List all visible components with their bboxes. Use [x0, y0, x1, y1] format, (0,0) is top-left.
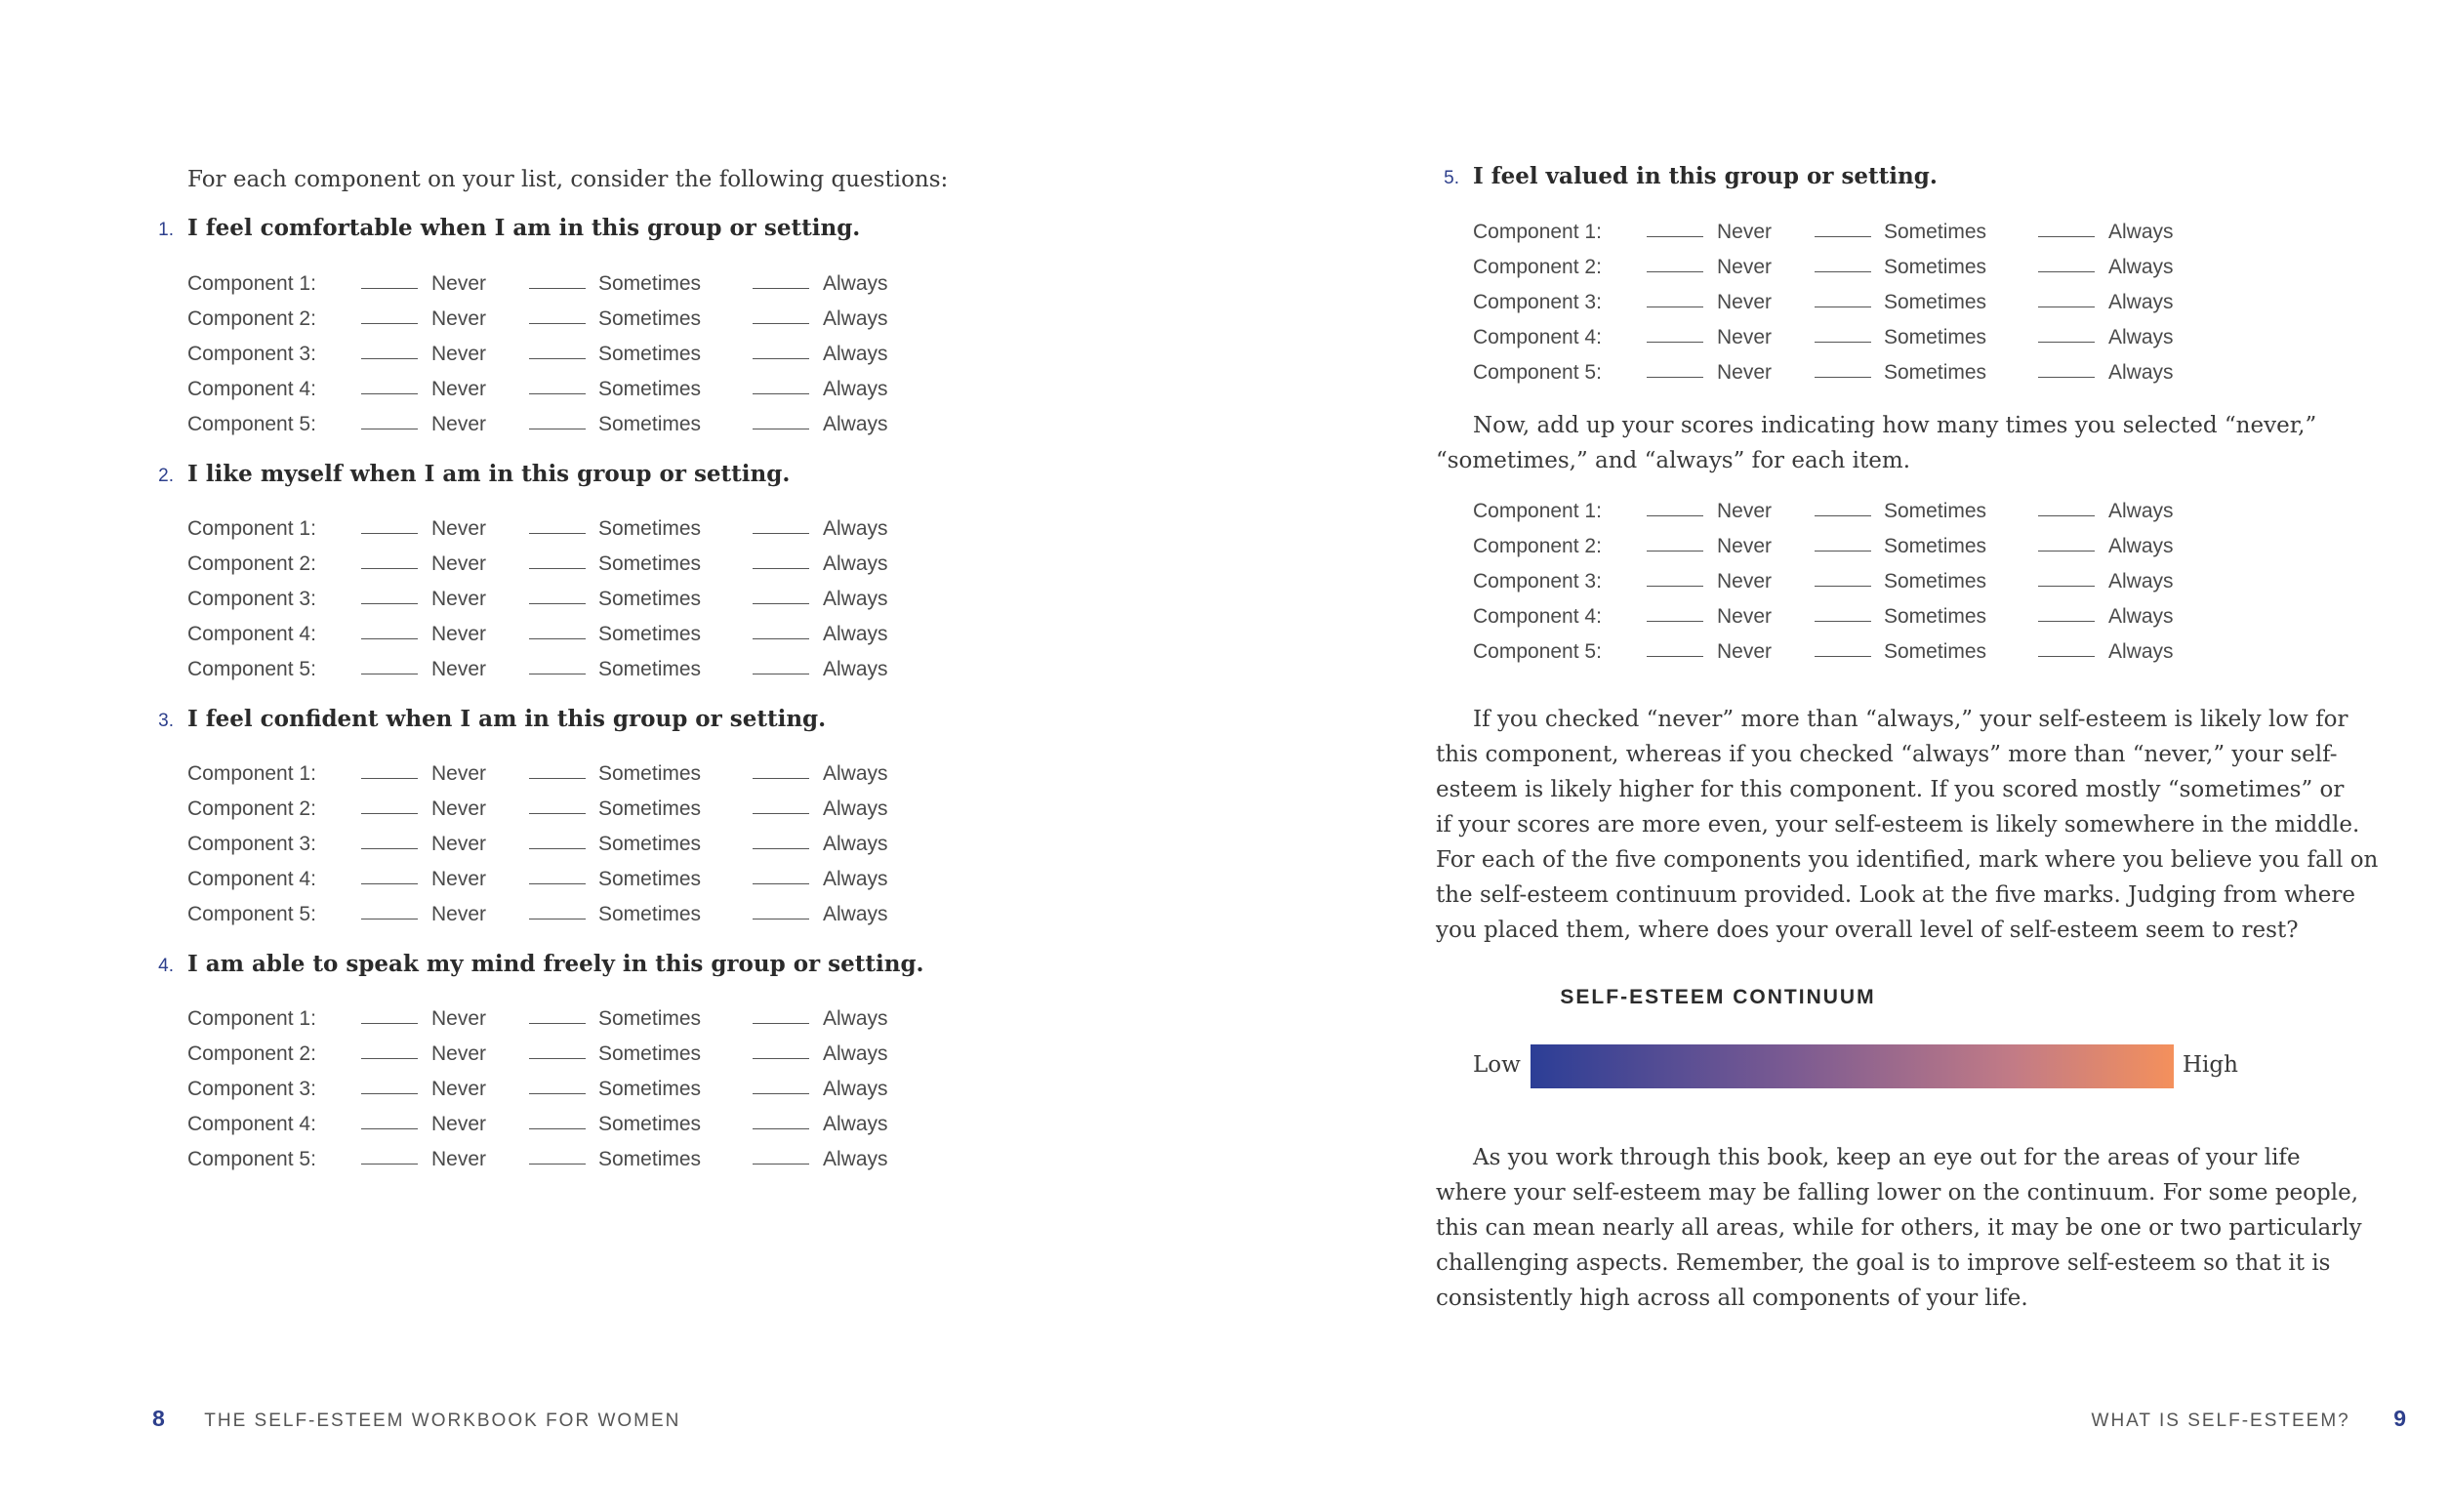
always-label: Always — [823, 623, 888, 645]
sometimes-label: Sometimes — [1884, 326, 1987, 348]
sometimes-blank[interactable] — [1815, 599, 1871, 622]
sometimes-label: Sometimes — [598, 1078, 702, 1100]
always-label: Always — [823, 413, 888, 435]
always-label: Always — [823, 1113, 888, 1135]
always-label: Always — [823, 588, 888, 610]
component-label: Component 1: — [187, 1007, 316, 1030]
always-blank[interactable] — [2038, 320, 2095, 343]
component-label: Component 4: — [1473, 605, 1602, 628]
sometimes-blank[interactable] — [529, 582, 586, 604]
question-number: 2. — [158, 466, 174, 486]
page-number: 8 — [152, 1406, 165, 1431]
never-label: Never — [431, 797, 487, 820]
sometimes-label: Sometimes — [598, 343, 702, 365]
never-blank[interactable] — [361, 897, 418, 919]
always-blank[interactable] — [753, 337, 809, 359]
component-label: Component 5: — [1473, 640, 1602, 663]
always-label: Always — [2108, 500, 2174, 522]
never-label: Never — [1717, 291, 1773, 313]
always-blank[interactable] — [2038, 355, 2095, 378]
sometimes-label: Sometimes — [598, 552, 702, 575]
sometimes-blank[interactable] — [529, 372, 586, 394]
always-label: Always — [2108, 256, 2174, 278]
left-footer — [152, 1406, 680, 1432]
sometimes-label: Sometimes — [598, 903, 702, 925]
interpretation-text: If you checked “never” more than “always,” your self-esteem is likely low for this component, whereas if you checked “always” more than “never,” your self- esteem is likely higher for this component. If you scored mostly “sometimes” or if your scores are more even, your self-esteem is likely somewhere in the middle. For each of the five components you identified, mark where you believe you fall on the self-esteem continuum provided. Look at the five marks. Judging from where you placed them, where does your overall level of self-esteem seem to rest? — [1436, 707, 2379, 943]
never-label: Never — [431, 1007, 487, 1030]
question-text: I feel comfortable when I am in this group or setting. — [187, 215, 861, 241]
sometimes-blank[interactable] — [529, 897, 586, 919]
component-label: Component 4: — [187, 623, 316, 645]
never-blank[interactable] — [361, 407, 418, 429]
never-blank[interactable] — [361, 827, 418, 849]
always-blank[interactable] — [753, 1072, 809, 1094]
sometimes-blank[interactable] — [529, 511, 586, 534]
never-label: Never — [431, 903, 487, 925]
component-label: Component 2: — [187, 552, 316, 575]
always-label: Always — [2108, 535, 2174, 557]
sometimes-blank[interactable] — [529, 1001, 586, 1024]
never-blank[interactable] — [361, 582, 418, 604]
never-label: Never — [431, 1078, 487, 1100]
always-blank[interactable] — [753, 652, 809, 674]
never-label: Never — [1717, 361, 1773, 384]
never-label: Never — [431, 868, 487, 890]
sometimes-blank[interactable] — [529, 827, 586, 849]
component-label: Component 4: — [187, 1113, 316, 1135]
component-label: Component 2: — [187, 307, 316, 330]
never-label: Never — [431, 517, 487, 540]
component-label: Component 1: — [187, 272, 316, 295]
sometimes-label: Sometimes — [1884, 221, 1987, 243]
never-blank[interactable] — [361, 266, 418, 289]
component-label: Component 3: — [187, 588, 316, 610]
component-label: Component 2: — [187, 797, 316, 820]
always-label: Always — [2108, 326, 2174, 348]
never-blank[interactable] — [1647, 599, 1703, 622]
always-blank[interactable] — [753, 1001, 809, 1024]
never-label: Never — [431, 378, 487, 400]
sometimes-blank[interactable] — [1815, 320, 1871, 343]
always-blank[interactable] — [753, 1037, 809, 1059]
never-blank[interactable] — [361, 337, 418, 359]
component-label: Component 1: — [1473, 500, 1602, 522]
always-label: Always — [823, 1078, 888, 1100]
never-label: Never — [431, 272, 487, 295]
never-blank[interactable] — [361, 1072, 418, 1094]
never-label: Never — [1717, 500, 1773, 522]
always-blank[interactable] — [2038, 494, 2095, 516]
always-blank[interactable] — [2038, 250, 2095, 272]
sometimes-label: Sometimes — [1884, 570, 1987, 593]
component-label: Component 5: — [187, 658, 316, 680]
sometimes-label: Sometimes — [598, 868, 702, 890]
always-blank[interactable] — [753, 511, 809, 534]
never-label: Never — [431, 833, 487, 855]
always-blank[interactable] — [753, 617, 809, 639]
never-label: Never — [431, 307, 487, 330]
always-label: Always — [2108, 570, 2174, 593]
question-text: I feel confident when I am in this group or setting. — [187, 706, 827, 732]
sometimes-label: Sometimes — [598, 658, 702, 680]
component-label: Component 1: — [187, 517, 316, 540]
never-label: Never — [431, 658, 487, 680]
always-label: Always — [2108, 640, 2174, 663]
never-blank[interactable] — [361, 652, 418, 674]
never-label: Never — [431, 413, 487, 435]
question-2 — [150, 461, 790, 487]
question-1 — [150, 215, 860, 241]
always-blank[interactable] — [2038, 215, 2095, 237]
sometimes-blank[interactable] — [529, 617, 586, 639]
intro-text: For each component on your list, consider the following questions: — [187, 167, 949, 192]
always-blank[interactable] — [753, 792, 809, 814]
never-blank[interactable] — [1647, 320, 1703, 343]
sometimes-label: Sometimes — [598, 1113, 702, 1135]
never-label: Never — [431, 343, 487, 365]
never-blank[interactable] — [361, 547, 418, 569]
never-blank[interactable] — [361, 1001, 418, 1024]
component-label: Component 1: — [187, 762, 316, 785]
never-blank[interactable] — [361, 862, 418, 884]
always-label: Always — [823, 903, 888, 925]
question-number: 3. — [158, 711, 174, 731]
component-label: Component 4: — [187, 378, 316, 400]
sometimes-blank[interactable] — [1815, 355, 1871, 378]
never-label: Never — [1717, 256, 1773, 278]
sometimes-blank[interactable] — [1815, 250, 1871, 272]
always-label: Always — [823, 272, 888, 295]
sometimes-label: Sometimes — [598, 1007, 702, 1030]
sometimes-blank[interactable] — [529, 1037, 586, 1059]
always-label: Always — [823, 1007, 888, 1030]
question-text: I like myself when I am in this group or setting. — [187, 461, 791, 487]
component-label: Component 5: — [1473, 361, 1602, 384]
never-label: Never — [431, 1113, 487, 1135]
sometimes-blank[interactable] — [529, 547, 586, 569]
sometimes-blank[interactable] — [529, 1142, 586, 1165]
component-label: Component 3: — [1473, 570, 1602, 593]
sometimes-blank[interactable] — [529, 652, 586, 674]
never-label: Never — [431, 1042, 487, 1065]
sometimes-blank[interactable] — [529, 862, 586, 884]
sometimes-label: Sometimes — [598, 413, 702, 435]
never-label: Never — [431, 1148, 487, 1170]
never-label: Never — [1717, 535, 1773, 557]
question-text: I am able to speak my mind freely in this group or setting. — [187, 951, 924, 977]
sometimes-blank[interactable] — [529, 266, 586, 289]
tally-instruction — [1436, 408, 2392, 478]
running-title: THE SELF-ESTEEM WORKBOOK FOR WOMEN — [204, 1410, 681, 1431]
running-title: WHAT IS SELF-ESTEEM? — [2091, 1410, 2350, 1431]
component-label: Component 3: — [187, 1078, 316, 1100]
question-number: 4. — [158, 956, 174, 976]
component-label: Component 1: — [1473, 221, 1602, 243]
sometimes-label: Sometimes — [1884, 291, 1987, 313]
sometimes-label: Sometimes — [598, 307, 702, 330]
sometimes-label: Sometimes — [598, 833, 702, 855]
never-label: Never — [431, 588, 487, 610]
sometimes-blank[interactable] — [529, 1072, 586, 1094]
always-blank[interactable] — [2038, 634, 2095, 657]
sometimes-label: Sometimes — [1884, 361, 1987, 384]
sometimes-blank[interactable] — [529, 337, 586, 359]
sometimes-label: Sometimes — [598, 517, 702, 540]
sometimes-label: Sometimes — [1884, 605, 1987, 628]
always-blank[interactable] — [753, 266, 809, 289]
never-blank[interactable] — [1647, 215, 1703, 237]
always-blank[interactable] — [2038, 599, 2095, 622]
sometimes-blank[interactable] — [529, 756, 586, 779]
continuum-title: SELF-ESTEEM CONTINUUM — [1560, 986, 1876, 1008]
component-label: Component 3: — [187, 833, 316, 855]
never-blank[interactable] — [1647, 250, 1703, 272]
sometimes-blank[interactable] — [1815, 285, 1871, 307]
always-label: Always — [823, 1042, 888, 1065]
always-label: Always — [823, 762, 888, 785]
page-number: 9 — [2393, 1406, 2406, 1431]
sometimes-label: Sometimes — [598, 623, 702, 645]
sometimes-label: Sometimes — [598, 272, 702, 295]
never-blank[interactable] — [361, 372, 418, 394]
sometimes-label: Sometimes — [1884, 256, 1987, 278]
always-blank[interactable] — [2038, 285, 2095, 307]
tally-instruction-text: Now, add up your scores indicating how many times you selected “never,” “sometimes,” and “always” for each item. — [1436, 413, 2317, 473]
sometimes-label: Sometimes — [598, 762, 702, 785]
never-blank[interactable] — [1647, 355, 1703, 378]
always-blank[interactable] — [753, 372, 809, 394]
sometimes-blank[interactable] — [529, 407, 586, 429]
sometimes-label: Sometimes — [598, 588, 702, 610]
always-blank[interactable] — [753, 547, 809, 569]
component-label: Component 5: — [187, 413, 316, 435]
never-blank[interactable] — [361, 1142, 418, 1165]
sometimes-blank[interactable] — [1815, 529, 1871, 552]
sometimes-label: Sometimes — [598, 1042, 702, 1065]
continuum-high-label: High — [2183, 1052, 2238, 1078]
never-blank[interactable] — [1647, 634, 1703, 657]
component-label: Component 2: — [1473, 256, 1602, 278]
always-blank[interactable] — [753, 582, 809, 604]
always-blank[interactable] — [2038, 564, 2095, 587]
always-label: Always — [823, 517, 888, 540]
component-label: Component 4: — [187, 868, 316, 890]
sometimes-blank[interactable] — [1815, 215, 1871, 237]
always-label: Always — [823, 307, 888, 330]
always-label: Always — [2108, 291, 2174, 313]
never-label: Never — [1717, 570, 1773, 593]
question-3 — [150, 706, 826, 732]
component-label: Component 5: — [187, 1148, 316, 1170]
component-label: Component 3: — [1473, 291, 1602, 313]
always-label: Always — [823, 552, 888, 575]
sometimes-blank[interactable] — [529, 302, 586, 324]
sometimes-blank[interactable] — [1815, 634, 1871, 657]
sometimes-label: Sometimes — [1884, 500, 1987, 522]
never-blank[interactable] — [361, 617, 418, 639]
always-label: Always — [823, 1148, 888, 1170]
question-5 — [1436, 163, 1938, 189]
never-blank[interactable] — [1647, 529, 1703, 552]
never-label: Never — [1717, 326, 1773, 348]
component-label: Component 2: — [1473, 535, 1602, 557]
component-label: Component 3: — [187, 343, 316, 365]
sometimes-blank[interactable] — [1815, 564, 1871, 587]
never-blank[interactable] — [361, 1037, 418, 1059]
always-blank[interactable] — [753, 1107, 809, 1129]
sometimes-label: Sometimes — [1884, 535, 1987, 557]
never-label: Never — [1717, 605, 1773, 628]
never-blank[interactable] — [361, 302, 418, 324]
never-label: Never — [431, 623, 487, 645]
continuum-low-label: Low — [1473, 1052, 1521, 1078]
sometimes-blank[interactable] — [529, 792, 586, 814]
always-label: Always — [823, 797, 888, 820]
never-label: Never — [1717, 221, 1773, 243]
closing-paragraph — [1436, 1140, 2422, 1316]
sometimes-blank[interactable] — [1815, 494, 1871, 516]
question-4 — [150, 951, 924, 977]
right-footer — [2092, 1406, 2406, 1432]
always-label: Always — [823, 378, 888, 400]
component-label: Component 5: — [187, 903, 316, 925]
continuum-bar — [1531, 1044, 2174, 1088]
never-label: Never — [431, 552, 487, 575]
never-blank[interactable] — [1647, 564, 1703, 587]
never-blank[interactable] — [361, 511, 418, 534]
always-label: Always — [823, 343, 888, 365]
always-label: Always — [2108, 221, 2174, 243]
sometimes-blank[interactable] — [529, 1107, 586, 1129]
closing-text: As you work through this book, keep an eye out for the areas of your life where your self-esteem may be falling lower on the continuum. For some people, this can mean nearly all areas, while for others, it may be one or two particularly challenging aspects. Remember, the goal is to improve self-esteem so that it is consistently high across all components of your life. — [1436, 1145, 2362, 1311]
right-page — [1225, 0, 2450, 1512]
always-blank[interactable] — [753, 302, 809, 324]
sometimes-label: Sometimes — [598, 797, 702, 820]
never-blank[interactable] — [1647, 494, 1703, 516]
always-blank[interactable] — [753, 862, 809, 884]
sometimes-label: Sometimes — [598, 378, 702, 400]
never-blank[interactable] — [1647, 285, 1703, 307]
always-label: Always — [2108, 605, 2174, 628]
always-blank[interactable] — [2038, 529, 2095, 552]
always-blank[interactable] — [753, 407, 809, 429]
interpretation-paragraph — [1436, 702, 2422, 948]
always-blank[interactable] — [753, 897, 809, 919]
always-label: Always — [823, 658, 888, 680]
never-label: Never — [1717, 640, 1773, 663]
component-label: Component 4: — [1473, 326, 1602, 348]
always-blank[interactable] — [753, 827, 809, 849]
never-blank[interactable] — [361, 756, 418, 779]
never-blank[interactable] — [361, 1107, 418, 1129]
question-number: 5. — [1444, 168, 1459, 188]
always-label: Always — [823, 833, 888, 855]
sometimes-label: Sometimes — [598, 1148, 702, 1170]
always-label: Always — [823, 868, 888, 890]
never-label: Never — [431, 762, 487, 785]
question-number: 1. — [158, 220, 174, 240]
always-label: Always — [2108, 361, 2174, 384]
component-label: Component 2: — [187, 1042, 316, 1065]
sometimes-label: Sometimes — [1884, 640, 1987, 663]
question-text: I feel valued in this group or setting. — [1473, 163, 1938, 189]
always-blank[interactable] — [753, 756, 809, 779]
never-blank[interactable] — [361, 792, 418, 814]
always-blank[interactable] — [753, 1142, 809, 1165]
